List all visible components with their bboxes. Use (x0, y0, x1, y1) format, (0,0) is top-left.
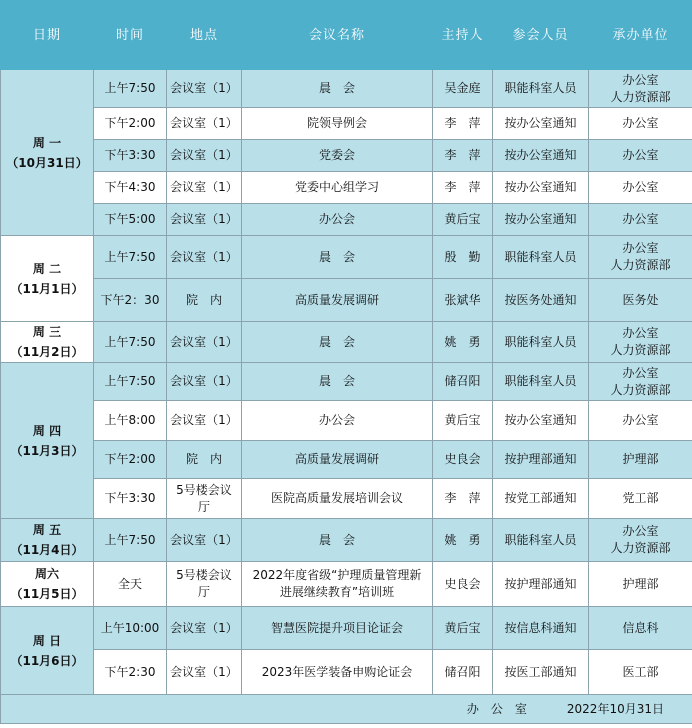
cell-line: 人力资源部 (610, 541, 671, 555)
place-cell: 会议室（1） (167, 172, 242, 204)
cell-line: 进展继续教育”培训班 (279, 585, 395, 599)
day-cell (1, 70, 94, 236)
place-cell: 院 内 (167, 279, 242, 322)
host-cell: 史良会 (433, 562, 493, 607)
organizer-cell (589, 401, 692, 441)
organizer-cell (589, 108, 692, 140)
meeting-name-cell: 智慧医院提升项目论证会 (242, 607, 433, 650)
schedule-row (1, 322, 692, 363)
time-cell: 下午2:00 (94, 441, 167, 479)
organizer-cell (589, 562, 692, 607)
attendees-cell: 职能科室人员 (493, 519, 589, 562)
day-date: （11月4日） (10, 543, 84, 557)
schedule-row (1, 204, 692, 236)
time-cell: 下午3:30 (94, 140, 167, 172)
meeting-name-cell: 晨 会 (242, 363, 433, 401)
schedule-row (1, 279, 692, 322)
time-cell: 下午3:30 (94, 479, 167, 519)
schedule-row (1, 607, 692, 650)
time-cell: 下午2:30 (94, 650, 167, 695)
organizer-cell (589, 519, 692, 562)
day-cell (1, 562, 94, 607)
cell-line: 护理部 (622, 576, 659, 591)
meeting-name-cell: 高质量发展调研 (242, 441, 433, 479)
time-cell: 上午7:50 (94, 363, 167, 401)
cell-line: 人力资源部 (610, 89, 671, 104)
schedule-row (1, 519, 692, 562)
time-cell: 上午10:00 (94, 607, 167, 650)
footer-date: 2022年10月31日 (566, 701, 664, 716)
organizer-cell (589, 172, 692, 204)
attendees-cell: 职能科室人员 (493, 70, 589, 108)
schedule-row (1, 562, 692, 607)
day-label: 周 一 (32, 135, 62, 150)
cell-line: 厅 (197, 585, 210, 599)
cell-line: 2022年度省级“护理质量管理新 (252, 568, 422, 582)
footer-office: 办 公 室 (466, 701, 527, 716)
day-date: （11月1日） (10, 281, 84, 296)
meeting-name-cell: 晨 会 (242, 519, 433, 562)
host-cell: 张斌华 (433, 279, 493, 322)
organizer-cell (589, 140, 692, 172)
place-cell (167, 562, 242, 607)
cell-line: 信息科 (622, 620, 659, 635)
time-cell: 上午7:50 (94, 519, 167, 562)
meeting-name-cell: 院领导例会 (242, 108, 433, 140)
host-cell: 黄后宝 (433, 204, 493, 236)
host-cell: 李 萍 (433, 172, 493, 204)
host-cell: 吴金庭 (433, 70, 493, 108)
attendees-cell: 按办公室通知 (493, 172, 589, 204)
footer-row (1, 695, 692, 724)
attendees-cell: 按党工部通知 (493, 479, 589, 519)
day-label: 周 二 (32, 261, 62, 276)
day-label: 周 日 (32, 633, 62, 648)
cell-line: 医务处 (622, 292, 659, 307)
header-place: 地点 (167, 1, 242, 70)
day-date: （11月2日） (10, 345, 84, 359)
time-cell: 下午5:00 (94, 204, 167, 236)
place-cell: 会议室（1） (167, 70, 242, 108)
attendees-cell: 按办公室通知 (493, 401, 589, 441)
time-cell: 上午8:00 (94, 401, 167, 441)
host-cell: 姚 勇 (433, 519, 493, 562)
header-time: 时间 (94, 1, 167, 70)
organizer-cell (589, 204, 692, 236)
place-cell: 会议室（1） (167, 236, 242, 279)
host-cell: 李 萍 (433, 140, 493, 172)
host-cell: 李 萍 (433, 479, 493, 519)
cell-line: 办公室 (622, 116, 659, 130)
day-label: 周 五 (32, 523, 62, 537)
header-attendees: 参会人员 (493, 1, 589, 70)
cell-line: 人力资源部 (610, 258, 671, 272)
meeting-name-cell: 党委会 (242, 140, 433, 172)
day-cell (1, 236, 94, 322)
cell-line: 5号楼会议 (176, 568, 232, 582)
schedule-row (1, 172, 692, 204)
header-meeting-name: 会议名称 (242, 1, 433, 70)
day-date: （11月3日） (10, 443, 84, 458)
day-cell (1, 519, 94, 562)
place-cell: 会议室（1） (167, 204, 242, 236)
meeting-name-cell: 办公会 (242, 204, 433, 236)
schedule-row (1, 236, 692, 279)
host-cell: 姚 勇 (433, 322, 493, 363)
organizer-cell (589, 236, 692, 279)
organizer-cell (589, 441, 692, 479)
header-row (1, 1, 692, 70)
organizer-cell (589, 70, 692, 108)
organizer-cell (589, 322, 692, 363)
attendees-cell: 职能科室人员 (493, 236, 589, 279)
attendees-cell: 按办公室通知 (493, 108, 589, 140)
attendees-cell: 职能科室人员 (493, 322, 589, 363)
host-cell: 储召阳 (433, 650, 493, 695)
time-cell: 上午7:50 (94, 236, 167, 279)
place-cell: 会议室（1） (167, 322, 242, 363)
host-cell: 黄后宝 (433, 401, 493, 441)
day-date: （10月31日） (6, 155, 88, 170)
time-cell: 下午4:30 (94, 172, 167, 204)
cell-line: 办公室 (622, 180, 659, 194)
time-cell: 上午7:50 (94, 322, 167, 363)
day-cell (1, 363, 94, 519)
attendees-cell: 按信息科通知 (493, 607, 589, 650)
attendees-cell: 职能科室人员 (493, 363, 589, 401)
schedule-row (1, 140, 692, 172)
attendees-cell: 按医务处通知 (493, 279, 589, 322)
attendees-cell: 按护理部通知 (493, 441, 589, 479)
host-cell: 黄后宝 (433, 607, 493, 650)
schedule-row (1, 650, 692, 695)
cell-line: 医工部 (622, 664, 659, 679)
header-organizer: 承办单位 (589, 1, 692, 70)
cell-line: 5号楼会议 (176, 482, 232, 497)
host-cell: 史良会 (433, 441, 493, 479)
day-cell (1, 322, 94, 363)
cell-line: 护理部 (622, 452, 659, 466)
schedule-row (1, 441, 692, 479)
cell-line: 办公室 (622, 365, 659, 380)
place-cell: 会议室（1） (167, 108, 242, 140)
time-cell: 下午2：30 (94, 279, 167, 322)
day-label: 周 四 (32, 423, 62, 438)
meeting-name-cell: 高质量发展调研 (242, 279, 433, 322)
place-cell: 会议室（1） (167, 140, 242, 172)
footer-cell (1, 695, 692, 724)
meeting-name-cell: 晨 会 (242, 236, 433, 279)
cell-line: 办公室 (622, 241, 659, 255)
place-cell: 会议室（1） (167, 650, 242, 695)
day-label: 周六 (34, 567, 59, 581)
schedule-row (1, 70, 692, 108)
attendees-cell: 按护理部通知 (493, 562, 589, 607)
place-cell: 会议室（1） (167, 519, 242, 562)
time-cell: 上午7:50 (94, 70, 167, 108)
cell-line: 办公室 (622, 72, 659, 87)
time-cell: 全天 (94, 562, 167, 607)
meeting-name-cell: 办公会 (242, 401, 433, 441)
meeting-name-cell: 晨 会 (242, 70, 433, 108)
header-host: 主持人 (433, 1, 493, 70)
place-cell (167, 479, 242, 519)
cell-line: 党工部 (622, 491, 659, 505)
attendees-cell: 按办公室通知 (493, 204, 589, 236)
place-cell: 院 内 (167, 441, 242, 479)
host-cell: 储召阳 (433, 363, 493, 401)
host-cell: 殷 勤 (433, 236, 493, 279)
meeting-name-cell: 党委中心组学习 (242, 172, 433, 204)
attendees-cell: 按办公室通知 (493, 140, 589, 172)
place-cell: 会议室（1） (167, 363, 242, 401)
place-cell: 会议室（1） (167, 401, 242, 441)
cell-line: 办公室 (622, 148, 659, 162)
cell-line: 厅 (197, 499, 210, 514)
cell-line: 人力资源部 (610, 343, 671, 357)
day-date: （11月5日） (10, 587, 84, 601)
meeting-name-cell (242, 562, 433, 607)
cell-line: 人力资源部 (610, 382, 671, 397)
cell-line: 办公室 (622, 524, 659, 538)
organizer-cell (589, 279, 692, 322)
day-cell (1, 607, 94, 695)
day-date: （11月6日） (10, 653, 84, 668)
attendees-cell: 按医工部通知 (493, 650, 589, 695)
place-cell: 会议室（1） (167, 607, 242, 650)
organizer-cell (589, 363, 692, 401)
organizer-cell (589, 479, 692, 519)
meeting-name-cell: 晨 会 (242, 322, 433, 363)
organizer-cell (589, 607, 692, 650)
meeting-name-cell: 医院高质量发展培训会议 (242, 479, 433, 519)
cell-line: 办公室 (622, 326, 659, 340)
header-date: 日期 (1, 1, 94, 70)
meeting-name-cell: 2023年医学装备申购论证会 (242, 650, 433, 695)
host-cell: 李 萍 (433, 108, 493, 140)
schedule-row (1, 363, 692, 401)
organizer-cell (589, 650, 692, 695)
schedule-row (1, 401, 692, 441)
cell-line: 办公室 (622, 413, 659, 427)
day-label: 周 三 (32, 325, 62, 339)
schedule-row (1, 108, 692, 140)
time-cell: 下午2:00 (94, 108, 167, 140)
schedule-row (1, 479, 692, 519)
cell-line: 办公室 (622, 212, 659, 226)
